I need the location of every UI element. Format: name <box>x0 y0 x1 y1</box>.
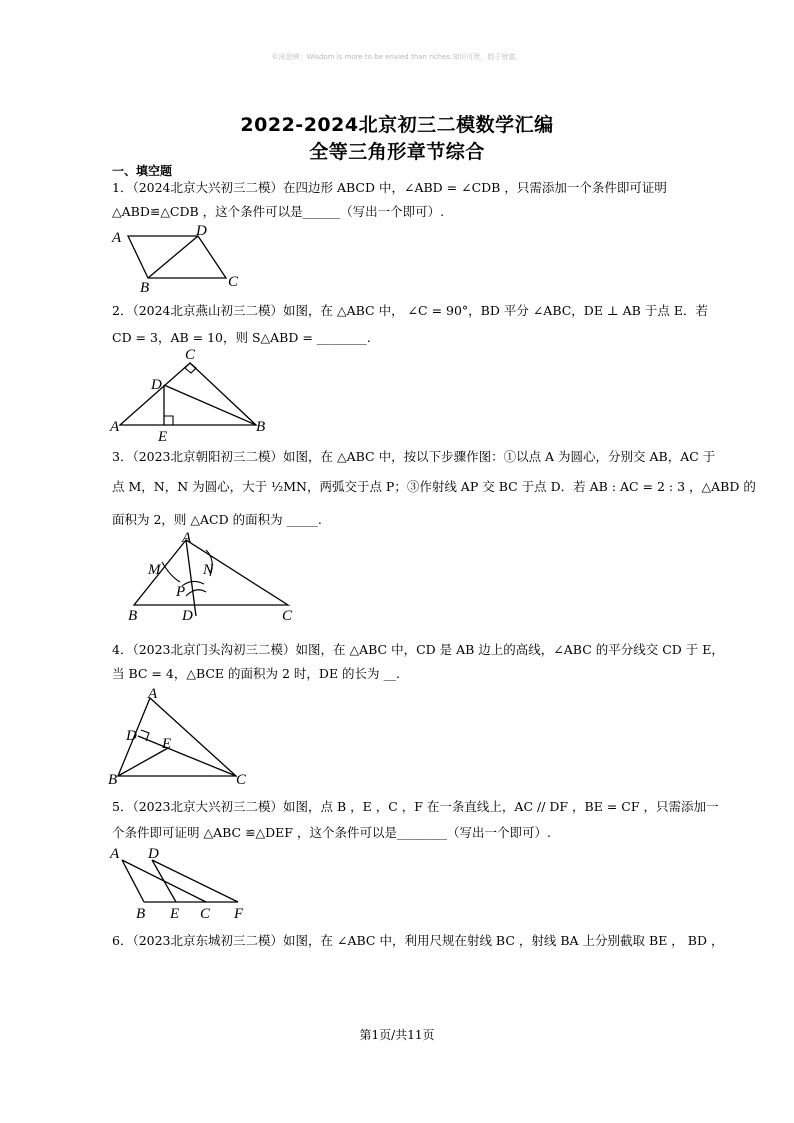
q2-figure <box>108 345 278 443</box>
q2-line-2: CD = 3，AB = 10，则 S△ABD = ________. <box>112 330 371 345</box>
q4-line-1: 4．（2023北京门头沟初三二模）如图，在 △ABC 中，CD 是 AB 边上的高线，∠ABC 的平分线交 CD 于 E， <box>112 642 724 657</box>
q1-label-a: A <box>112 230 122 246</box>
q1-line-2: △ABD≌△CDB ，这个条件可以是______（写出一个即可）. <box>112 204 445 219</box>
page-footer: 第1页/共11页 <box>359 1028 435 1042</box>
q5-label-a: A <box>110 846 120 862</box>
q5-line-1: 5．（2023北京大兴初三二模）如图，点 B ，E ，C ，F 在一条直线上，AC // DF ，BE = CF ，只需添加一 <box>112 799 719 814</box>
q4-label-d: D <box>126 728 137 744</box>
q5-label-c: C <box>200 906 211 922</box>
page-title: 2022-2024北京初三二模数学汇编 <box>240 114 554 136</box>
q2-label-c: C <box>185 347 196 363</box>
q5-label-f: F <box>234 906 244 922</box>
q2-line-1: 2．（2024北京燕山初三二模）如图，在 △ABC 中， ∠C = 90°，BD 平分 ∠ABC，DE ⊥ AB 于点 E．若 <box>112 303 708 318</box>
q1-figure <box>108 222 248 294</box>
q4-label-c: C <box>236 772 247 788</box>
q2-label-a: A <box>110 419 120 435</box>
q4-label-e: E <box>162 736 172 752</box>
q2-label-b: B <box>256 419 266 435</box>
q3-label-m: M <box>148 562 161 578</box>
q4-label-b: B <box>108 772 118 788</box>
q4-line-2: 当 BC = 4，△BCE 的面积为 2 时，DE 的长为 __. <box>112 666 400 681</box>
page-subtitle: 全等三角形章节综合 <box>309 141 485 163</box>
q4-label-a: A <box>148 686 158 702</box>
q1-label-d: D <box>196 223 207 239</box>
q1-label-b: B <box>140 280 150 294</box>
q1-line-1: 1．（2024北京大兴初三二模）在四边形 ABCD 中，∠ABD = ∠CDB ，只需添加一个条件即可证明 <box>112 180 667 195</box>
q5-line-2: 个条件即可证明 △ABC ≌△DEF ，这个条件可以是________（写出一个即可）. <box>112 825 551 840</box>
q5-label-d: D <box>148 846 159 862</box>
section-heading: 一、填空题 <box>112 164 173 178</box>
q3-label-c: C <box>282 608 293 622</box>
q5-figure <box>108 842 258 922</box>
q1-label-c: C <box>228 274 239 290</box>
q3-label-n: N <box>203 562 214 578</box>
q5-label-e: E <box>170 906 180 922</box>
q5-label-b: B <box>136 906 146 922</box>
watermark: ©泳思辨：Wisdom is more to be envied than riches.知识可贵，胜于财富。 <box>271 53 523 61</box>
q3-label-a: A <box>182 530 192 546</box>
q2-label-e: E <box>158 429 168 443</box>
q3-label-p: P <box>176 584 186 600</box>
q2-label-d: D <box>151 377 162 393</box>
q4-figure <box>106 684 256 788</box>
q3-line-3: 面积为 2，则 △ACD 的面积为 _____. <box>112 512 322 527</box>
q3-label-d: D <box>182 608 193 622</box>
q6-line-1: 6．（2023北京东城初三二模）如图，在 ∠ABC 中，利用尺规在射线 BC ，射线 BA 上分别截取 BE ， BD ， <box>112 933 724 948</box>
q3-figure <box>120 530 310 622</box>
q3-label-b: B <box>128 608 138 622</box>
q3-line-1: 3．（2023北京朝阳初三二模）如图，在 △ABC 中，按以下步骤作图：①以点 A 为圆心，分别交 AB，AC 于 <box>112 449 716 464</box>
q3-line-2: 点 M，N，N 为圆心，大于 ½MN，两弧交于点 P；③作射线 AP 交 BC 于点 D．若 AB : AC = 2 : 3 ，△ABD 的 <box>112 479 756 494</box>
